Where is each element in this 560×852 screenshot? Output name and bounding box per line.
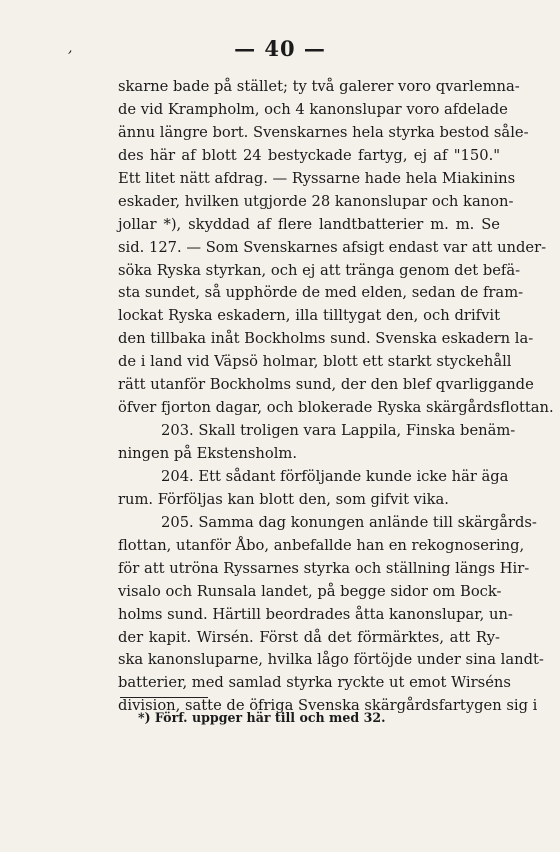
- text-line: Ett litet nätt afdrag. — Ryssarne hade hela Miakinins: [118, 169, 516, 187]
- note-205-line: holms sund. Härtill beordrades åtta kanonslupar, un-: [118, 605, 513, 623]
- footnote-divider: [120, 697, 208, 698]
- text-line: sid. 127. — Som Svenskarnes afsigt endast var att under-: [118, 238, 547, 256]
- page-number: — 40 —: [234, 36, 326, 61]
- text-line: rätt utanför Bockholms sund, der den blef qvarliggande: [118, 376, 534, 394]
- note-205-line: ska kanonsluparne, hvilka lågo förtöjde under sina landt-: [118, 651, 544, 669]
- note-204-line: rum. Förföljas kan blott den, som gifvit vika.: [118, 490, 449, 508]
- text-line: des här af blott 24 bestyckade fartyg, ej af "150.": [118, 146, 500, 164]
- footnote: *) Förf. uppger här till och med 32.: [138, 710, 386, 725]
- text-line: jollar *), skyddad af flere landtbatterier m. m. Se: [118, 215, 500, 233]
- note-203-line: ningen på Ekstensholm.: [118, 445, 298, 462]
- body-text: [118, 76, 554, 718]
- note-205-line: batterier, med samlad styrka ryckte ut emot Wirséns: [118, 674, 511, 692]
- note-205-line: 205. Samma dag konungen anlände till skärgårds-: [161, 513, 537, 531]
- note-205-line: der kapit. Wirsén. Först då det förmärktes, att Ry-: [118, 628, 500, 646]
- text-line: skarne bade på stället; ty två galerer voro qvarlemna-: [118, 78, 520, 95]
- text-line: lockat Ryska eskadern, illa tilltygat den, och drifvit: [118, 307, 500, 325]
- text-line: de vid Krampholm, och 4 kanonslupar voro afdelade: [118, 100, 508, 118]
- text-line: ännu längre bort. Svenskarnes hela styrka bestod såle-: [118, 123, 529, 141]
- text-line: söka Ryska styrkan, och ej att tränga genom det befä-: [118, 261, 521, 279]
- text-line: eskader, hvilken utgjorde 28 kanonslupar och kanon-: [118, 192, 514, 210]
- note-205-line: flottan, utanför Åbo, anbefallde han en rekognosering,: [118, 536, 525, 554]
- note-204-line: 204. Ett sådant förföljande kunde icke här äga: [161, 467, 509, 485]
- text-line: öfver fjorton dagar, och blokerade Ryska skärgårdsflottan.: [118, 399, 554, 417]
- text-line: den tillbaka inåt Bockholms sund. Svenska eskadern la-: [118, 330, 534, 348]
- text-line: de i land vid Väpsö holmar, blott ett starkt styckehåll: [118, 353, 512, 371]
- margin-mark: ,: [68, 40, 73, 56]
- note-203-line: 203. Skall troligen vara Lappila, Finska benäm-: [161, 422, 516, 440]
- text-line: sta sundet, så upphörde de med elden, sedan de fram-: [118, 284, 524, 302]
- note-205-line: för att utröna Ryssarnes styrka och ställning längs Hir-: [118, 559, 530, 577]
- note-205-line: division, satte de öfriga Svenska skärgårdsfartygen sig i: [118, 697, 538, 715]
- note-205-line: visalo och Runsala landet, på begge sidor om Bock-: [118, 582, 502, 600]
